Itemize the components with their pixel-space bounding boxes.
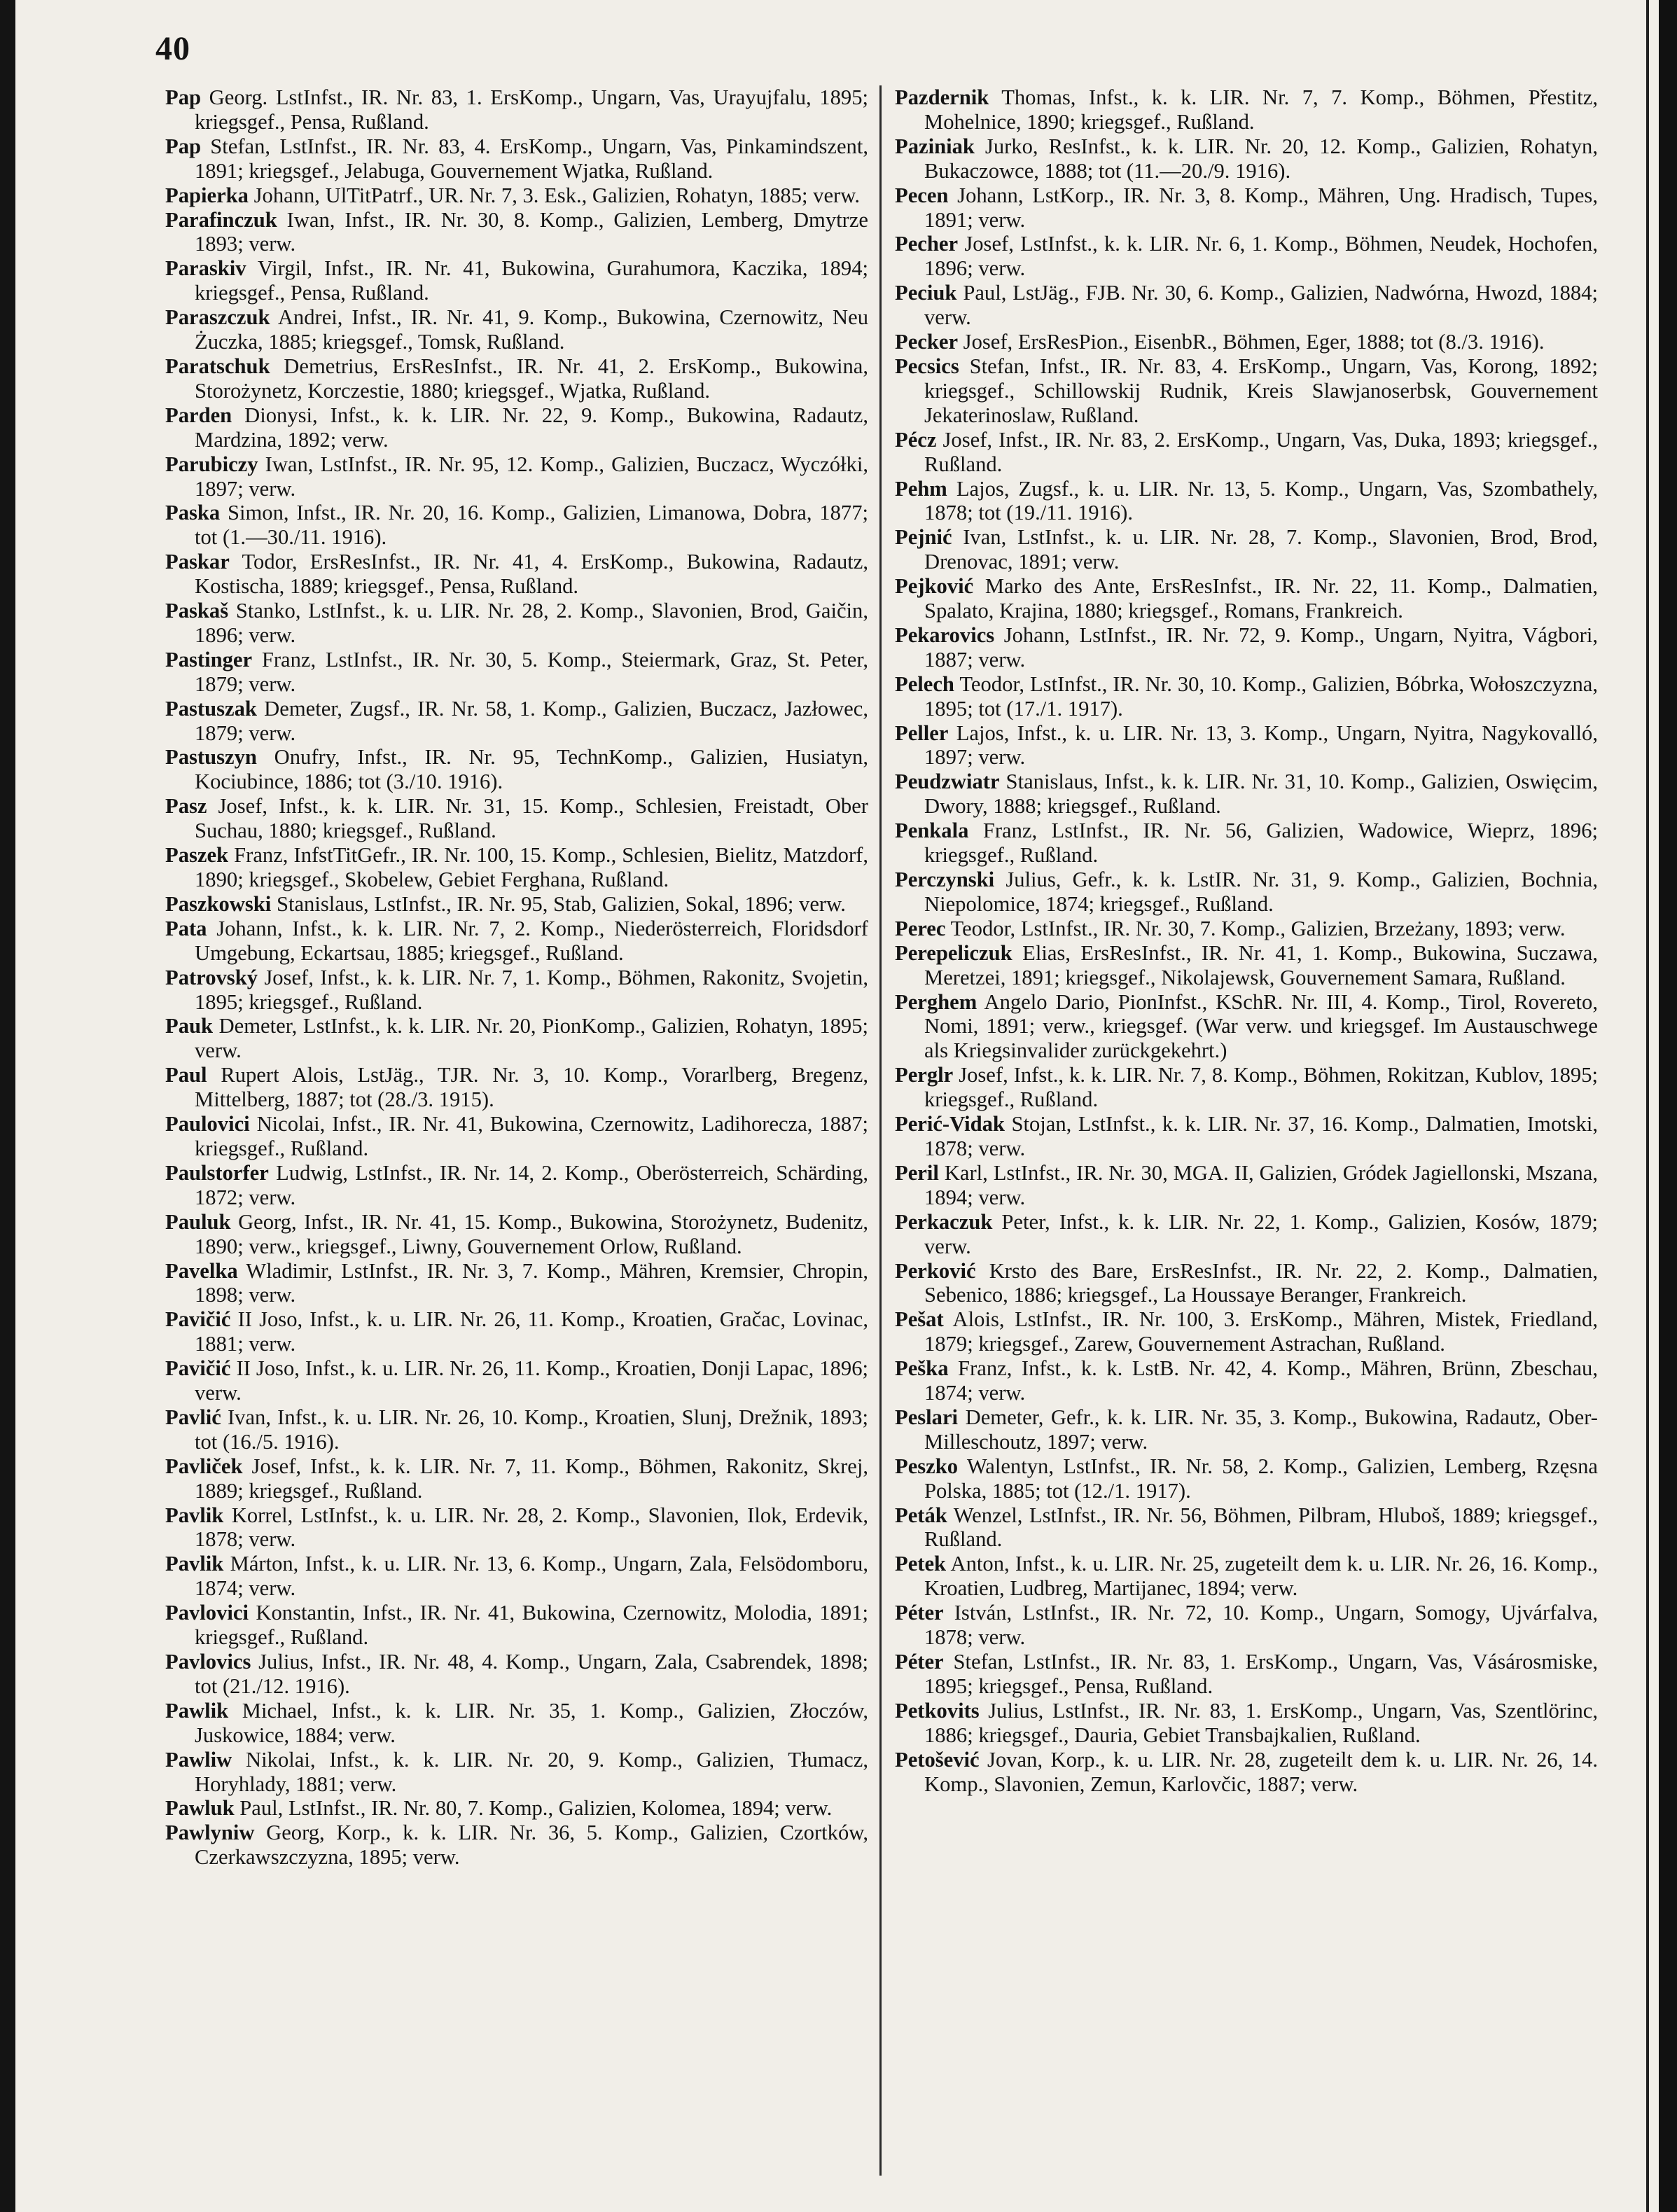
entry-details: Julius, Gefr., k. k. LstIR. Nr. 31, 9. Komp., Galizien, Bochnia, Niepolomice, 1874; kriegsgef., Rußland. bbox=[924, 868, 1598, 916]
entry-details: Lajos, Infst., k. u. LIR. Nr. 13, 3. Komp., Ungarn, Nyitra, Nagykovalló, 1897; verw. bbox=[924, 721, 1598, 770]
entry-details: Nikolai, Infst., k. k. LIR. Nr. 20, 9. Komp., Galizien, Tłumacz, Horyhlady, 1881; verw. bbox=[195, 1747, 868, 1796]
entry-surname: Pavičić bbox=[165, 1356, 231, 1381]
entry-details: Josef, Infst., k. k. LIR. Nr. 7, 8. Komp., Böhmen, Rokitzan, Kublov, 1895; kriegsgef., Rußland. bbox=[924, 1063, 1598, 1112]
roster-entry bbox=[895, 770, 1598, 819]
entry-surname: Peška bbox=[895, 1356, 949, 1381]
entry-details: Onufry, Infst., IR. Nr. 95, TechnKomp., Galizien, Husiatyn, Kociubince, 1886; tot (3./10. 1916). bbox=[195, 745, 868, 794]
roster-entry bbox=[895, 1307, 1598, 1356]
entry-details: Krsto des Bare, ErsResInfst., IR. Nr. 22, 2. Komp., Dalmatien, Sebenico, 1886; kriegsgef., La Houssaye Beranger, Frankreich. bbox=[924, 1258, 1598, 1307]
roster-entry bbox=[165, 648, 868, 697]
entry-details: Josef, Infst., k. k. LIR. Nr. 7, 11. Komp., Böhmen, Rakonitz, Skrej, 1889; kriegsgef., Rußland. bbox=[195, 1454, 868, 1503]
roster-entry bbox=[895, 1552, 1598, 1601]
entry-surname: Pelech bbox=[895, 672, 954, 696]
entry-surname: Paratschuk bbox=[165, 354, 270, 378]
entry-surname: Pauluk bbox=[165, 1209, 231, 1234]
entry-surname: Paraszczuk bbox=[165, 305, 270, 330]
roster-entry bbox=[165, 1748, 868, 1797]
entry-surname: Pazdernik bbox=[895, 85, 989, 109]
entry-details: II Joso, Infst., k. u. LIR. Nr. 26, 11. Komp., Kroatien, Donji Lapac, 1896; verw. bbox=[195, 1356, 868, 1405]
entry-surname: Perepeliczuk bbox=[895, 940, 1013, 965]
entry-surname: Pekarovics bbox=[895, 622, 995, 647]
roster-entry bbox=[895, 941, 1598, 990]
entry-surname: Pastuszyn bbox=[165, 745, 257, 770]
roster-entry bbox=[165, 403, 868, 452]
entry-details: Teodor, LstInfst., IR. Nr. 30, 10. Komp., Galizien, Bóbrka, Wołoszczyzna, 1895; tot (17./1. 1917). bbox=[924, 672, 1598, 721]
entry-surname: Pecher bbox=[895, 232, 959, 256]
entry-details: Stefan, LstInfst., IR. Nr. 83, 4. ErsKomp., Ungarn, Vas, Pinkamindszent, 1891; kriegsgef., Jelabuga, Gouvernement Wjatka, Rußland. bbox=[195, 134, 868, 183]
entry-surname: Parubiczy bbox=[165, 452, 258, 476]
roster-entry bbox=[165, 1161, 868, 1210]
entry-surname: Parden bbox=[165, 403, 232, 427]
entry-surname: Pawluk bbox=[165, 1796, 235, 1821]
entry-surname: Paraskiv bbox=[165, 256, 246, 281]
entry-details: Georg, Infst., IR. Nr. 41, 15. Komp., Bukowina, Storożynetz, Budenitz, 1890; verw., kriegsgef., Liwny, Gouvernement Orlow, Rußland. bbox=[195, 1209, 868, 1258]
entry-surname: Penkala bbox=[895, 819, 969, 843]
roster-entry bbox=[895, 330, 1598, 354]
entry-surname: Pasz bbox=[165, 794, 207, 819]
entry-surname: Pawlyniw bbox=[165, 1821, 255, 1845]
roster-entry bbox=[165, 305, 868, 354]
entry-surname: Péter bbox=[895, 1650, 944, 1674]
entry-details: Nicolai, Infst., IR. Nr. 41, Bukowina, Czernowitz, Ladihorecza, 1887; kriegsgef., Rußland. bbox=[195, 1112, 868, 1160]
roster-entry bbox=[895, 354, 1598, 428]
entry-details: Anton, Infst., k. u. LIR. Nr. 25, zugeteilt dem k. u. LIR. Nr. 26, 16. Komp., Kroatien, Ludbreg, Martijanec, 1894; verw. bbox=[924, 1552, 1598, 1601]
entry-surname: Perec bbox=[895, 916, 946, 940]
entry-details: Simon, Infst., IR. Nr. 20, 16. Komp., Galizien, Limanowa, Dobra, 1877; tot (1.—30./11. 1916). bbox=[195, 501, 868, 550]
entry-details: Ivan, LstInfst., k. u. LIR. Nr. 28, 7. Komp., Slavonien, Brod, Brod, Drenovac, 1891; verw. bbox=[924, 525, 1598, 574]
entry-surname: Peril bbox=[895, 1160, 939, 1185]
entry-surname: Pawlik bbox=[165, 1698, 229, 1723]
roster-entry bbox=[165, 1796, 868, 1821]
roster-entry bbox=[165, 256, 868, 305]
entry-details: Demeter, LstInfst., k. k. LIR. Nr. 20, PionKomp., Galizien, Rohatyn, 1895; verw. bbox=[195, 1014, 868, 1063]
roster-entry bbox=[165, 1405, 868, 1454]
entry-details: Josef, Infst., IR. Nr. 83, 2. ErsKomp., Ungarn, Vas, Duka, 1893; kriegsgef., Rußland. bbox=[924, 427, 1598, 476]
entry-details: Thomas, Infst., k. k. LIR. Nr. 7, 7. Komp., Böhmen, Přestitz, Mohelnice, 1890; kriegsgef., Rußland. bbox=[924, 85, 1598, 134]
roster-entry bbox=[895, 183, 1598, 232]
roster-entry bbox=[165, 183, 868, 208]
roster-entry bbox=[165, 1356, 868, 1405]
entry-details: Iwan, LstInfst., IR. Nr. 95, 12. Komp., Galizien, Buczacz, Wyczółki, 1897; verw. bbox=[195, 452, 868, 501]
entry-details: Teodor, LstInfst., IR. Nr. 30, 7. Komp., Galizien, Brzeżany, 1893; verw. bbox=[945, 916, 1566, 940]
entry-details: Rupert Alois, LstJäg., TJR. Nr. 3, 10. Komp., Vorarlberg, Bregenz, Mittelberg, 1887; tot (28./3. 1915). bbox=[195, 1063, 868, 1112]
roster-entry bbox=[165, 697, 868, 746]
roster-entry bbox=[895, 623, 1598, 672]
entry-surname: Perić-Vidak bbox=[895, 1112, 1005, 1136]
entry-surname: Pavlik bbox=[165, 1503, 224, 1527]
entry-surname: Pastinger bbox=[165, 647, 253, 672]
roster-entry bbox=[895, 477, 1598, 526]
entry-details: István, LstInfst., IR. Nr. 72, 10. Komp., Ungarn, Somogy, Ujvárfalva, 1878; verw. bbox=[924, 1601, 1598, 1650]
entry-surname: Petošević bbox=[895, 1747, 980, 1772]
entry-details: Jovan, Korp., k. u. LIR. Nr. 28, zugeteilt dem k. u. LIR. Nr. 26, 14. Komp., Slavonien, Zemun, Karlovčic, 1887; verw. bbox=[924, 1747, 1598, 1796]
entry-surname: Pavlik bbox=[165, 1552, 224, 1576]
entry-surname: Perković bbox=[895, 1258, 976, 1283]
roster-entry bbox=[165, 1014, 868, 1063]
entry-surname: Paziniak bbox=[895, 134, 975, 158]
roster-entry bbox=[165, 599, 868, 648]
right-column bbox=[895, 85, 1598, 1796]
entry-surname: Paskar bbox=[165, 550, 230, 574]
entry-surname: Pavliček bbox=[165, 1454, 243, 1478]
entry-details: Wladimir, LstInfst., IR. Nr. 3, 7. Komp., Mähren, Kremsier, Chropin, 1898; verw. bbox=[195, 1258, 868, 1307]
entry-details: Marko des Ante, ErsResInfst., IR. Nr. 22, 11. Komp., Dalmatien, Spalato, Krajina, 1880; kriegsgef., Romans, Frankreich. bbox=[924, 574, 1598, 623]
roster-entry bbox=[895, 1503, 1598, 1552]
roster-entry bbox=[895, 1748, 1598, 1797]
entry-surname: Paszkowski bbox=[165, 891, 272, 916]
entry-details: Josef, ErsResPion., EisenbR., Böhmen, Eger, 1888; tot (8./3. 1916). bbox=[958, 330, 1545, 354]
entry-surname: Pap bbox=[165, 85, 201, 109]
roster-entry bbox=[895, 917, 1598, 941]
roster-entry bbox=[895, 868, 1598, 917]
entry-surname: Perglr bbox=[895, 1063, 954, 1087]
entry-details: Georg, Korp., k. k. LIR. Nr. 36, 5. Komp., Galizien, Czortków, Czerkawszczyzna, 1895; verw. bbox=[195, 1821, 868, 1870]
roster-entry bbox=[895, 1259, 1598, 1308]
entry-details: Stanislaus, Infst., k. k. LIR. Nr. 31, 10. Komp., Galizien, Oswięcim, Dwory, 1888; kriegsgef., Rußland. bbox=[924, 770, 1598, 819]
roster-entry bbox=[165, 1307, 868, 1356]
entry-surname: Paulovici bbox=[165, 1112, 250, 1136]
roster-entry bbox=[895, 1161, 1598, 1210]
entry-surname: Paszek bbox=[165, 843, 229, 868]
roster-entry bbox=[165, 1503, 868, 1552]
entry-surname: Pejković bbox=[895, 574, 974, 599]
roster-entry bbox=[895, 1112, 1598, 1161]
entry-details: Demeter, Gefr., k. k. LIR. Nr. 35, 3. Komp., Bukowina, Radautz, Ober-Milleschoutz, 1897; verw. bbox=[924, 1405, 1598, 1454]
entry-details: Lajos, Zugsf., k. u. LIR. Nr. 13, 5. Komp., Ungarn, Vas, Szombathely, 1878; tot (19./11. 1916). bbox=[924, 476, 1598, 525]
entry-details: Julius, LstInfst., IR. Nr. 83, 1. ErsKomp., Ungarn, Vas, Szentlörinc, 1886; kriegsgef., Dauria, Gebiet Transbajkalien, Rußland. bbox=[924, 1698, 1598, 1747]
entry-surname: Pecsics bbox=[895, 354, 959, 378]
roster-entry bbox=[165, 1552, 868, 1601]
entry-details: Stanislaus, LstInfst., IR. Nr. 95, Stab, Galizien, Sokal, 1896; verw. bbox=[271, 891, 846, 916]
entry-details: Stefan, Infst., IR. Nr. 83, 4. ErsKomp., Ungarn, Vas, Korong, 1892; kriegsgef., Schillowskij Rudnik, Kreis Slawjanoserbsk, Gouvernement Jekaterinoslaw, Rußland. bbox=[924, 354, 1598, 427]
roster-entry bbox=[165, 452, 868, 501]
roster-entry bbox=[895, 1063, 1598, 1112]
roster-entry bbox=[895, 134, 1598, 183]
entry-surname: Pap bbox=[165, 134, 201, 158]
entry-surname: Pavlovici bbox=[165, 1601, 249, 1625]
roster-entry bbox=[895, 525, 1598, 574]
entry-details: Iwan, Infst., IR. Nr. 30, 8. Komp., Galizien, Lemberg, Dmytrze 1893; verw. bbox=[195, 207, 868, 256]
entry-details: Franz, Infst., k. k. LstB. Nr. 42, 4. Komp., Mähren, Brünn, Zbeschau, 1874; verw. bbox=[924, 1356, 1598, 1405]
entry-details: Ivan, Infst., k. u. LIR. Nr. 26, 10. Komp., Kroatien, Slunj, Drežnik, 1893; tot (16./5. 1916). bbox=[195, 1405, 868, 1454]
entry-details: Michael, Infst., k. k. LIR. Nr. 35, 1. Komp., Galizien, Złoczów, Juskowice, 1884; verw. bbox=[195, 1698, 868, 1747]
entry-surname: Peslari bbox=[895, 1405, 959, 1429]
roster-entry bbox=[165, 892, 868, 917]
entry-surname: Paul bbox=[165, 1063, 207, 1087]
entry-details: Julius, Infst., IR. Nr. 48, 4. Komp., Ungarn, Zala, Csabrendek, 1898; tot (21./12. 1916). bbox=[195, 1650, 868, 1698]
roster-entry bbox=[165, 1063, 868, 1112]
entry-surname: Petek bbox=[895, 1552, 947, 1576]
entry-details: Stojan, LstInfst., k. k. LIR. Nr. 37, 16. Komp., Dalmatien, Imotski, 1878; verw. bbox=[924, 1112, 1598, 1160]
entry-details: Ludwig, LstInfst., IR. Nr. 14, 2. Komp., Oberösterreich, Schärding, 1872; verw. bbox=[195, 1160, 868, 1209]
entry-surname: Perczynski bbox=[895, 868, 995, 891]
entry-details: Franz, LstInfst., IR. Nr. 56, Galizien, Wadowice, Wieprz, 1896; kriegsgef., Rußland. bbox=[924, 819, 1598, 868]
roster-entry bbox=[895, 1454, 1598, 1503]
roster-entry bbox=[895, 85, 1598, 134]
entry-surname: Pawliw bbox=[165, 1747, 232, 1772]
roster-entry bbox=[165, 134, 868, 183]
entry-details: Todor, ErsResInfst., IR. Nr. 41, 4. ErsKomp., Bukowina, Radautz, Kostischa, 1889; kriegsgef., Pensa, Rußland. bbox=[195, 550, 868, 599]
entry-details: Johann, LstInfst., IR. Nr. 72, 9. Komp., Ungarn, Nyitra, Vágbori, 1887; verw. bbox=[924, 622, 1598, 672]
entry-surname: Parafinczuk bbox=[165, 207, 277, 232]
entry-surname: Petkovits bbox=[895, 1698, 980, 1723]
roster-entry bbox=[165, 966, 868, 1015]
entry-details: Angelo Dario, PionInfst., KSchR. Nr. III, 4. Komp., Tirol, Rovereto, Nomi, 1891; verw., kriegsgef. (War verw. und kriegsgef. Im Austauschwege als Kriegsinvalider zurückgekehrt.) bbox=[924, 989, 1598, 1063]
entry-surname: Patrovský bbox=[165, 965, 258, 989]
roster-entry bbox=[895, 1699, 1598, 1748]
entry-surname: Pejnić bbox=[895, 525, 952, 550]
entry-surname: Paulstorfer bbox=[165, 1160, 269, 1185]
roster-entry bbox=[165, 1650, 868, 1699]
entry-details: Peter, Infst., k. k. LIR. Nr. 22, 1. Komp., Galizien, Kosów, 1879; verw. bbox=[924, 1209, 1598, 1258]
roster-entry bbox=[895, 990, 1598, 1064]
roster-entry bbox=[165, 1454, 868, 1503]
roster-entry bbox=[165, 1210, 868, 1259]
roster-entry bbox=[165, 208, 868, 257]
entry-surname: Pavlić bbox=[165, 1405, 221, 1429]
entry-surname: Pastuszak bbox=[165, 696, 257, 721]
entry-surname: Pecen bbox=[895, 183, 949, 207]
entry-surname: Pata bbox=[165, 916, 207, 940]
entry-details: Johann, Infst., k. k. LIR. Nr. 7, 2. Komp., Niederösterreich, Floridsdorf Umgebung, Eckartsau, 1885; kriegsgef., Rußland. bbox=[195, 916, 868, 965]
entry-surname: Pauk bbox=[165, 1014, 214, 1038]
entry-surname: Pécz bbox=[895, 427, 937, 452]
entry-details: Karl, LstInfst., IR. Nr. 30, MGA. II, Galizien, Gródek Jagiellonski, Mszana, 1894; verw. bbox=[924, 1160, 1598, 1209]
roster-entry bbox=[165, 1601, 868, 1650]
column-divider bbox=[879, 85, 882, 2176]
entry-surname: Peciuk bbox=[895, 281, 957, 305]
roster-entry bbox=[165, 354, 868, 403]
roster-entry bbox=[165, 1699, 868, 1748]
roster-entry bbox=[895, 574, 1598, 623]
entry-surname: Pavelka bbox=[165, 1258, 238, 1283]
entry-surname: Péter bbox=[895, 1601, 944, 1625]
entry-details: Márton, Infst., k. u. LIR. Nr. 13, 6. Komp., Ungarn, Zala, Felsödomboru, 1874; verw. bbox=[195, 1552, 868, 1601]
entry-surname: Peller bbox=[895, 721, 949, 745]
entry-details: Franz, InfstTitGefr., IR. Nr. 100, 15. Komp., Schlesien, Bielitz, Matzdorf, 1890; kriegsgef., Skobelew, Gebiet Ferghana, Rußland. bbox=[195, 843, 868, 891]
roster-entry bbox=[165, 843, 868, 892]
roster-entry bbox=[165, 501, 868, 550]
entry-details: Johann, UlTitPatrf., UR. Nr. 7, 3. Esk., Galizien, Rohatyn, 1885; verw. bbox=[248, 183, 860, 207]
entry-surname: Pehm bbox=[895, 476, 947, 501]
entry-details: Josef, Infst., k. k. LIR. Nr. 31, 15. Komp., Schlesien, Freistadt, Ober Suchau, 1880; kriegsgef., Rußland. bbox=[195, 794, 868, 843]
roster-entry bbox=[895, 1650, 1598, 1699]
roster-entry bbox=[165, 1112, 868, 1161]
entry-surname: Peták bbox=[895, 1503, 947, 1527]
entry-details: Demeter, Zugsf., IR. Nr. 58, 1. Komp., Galizien, Buczacz, Jazłowec, 1879; verw. bbox=[195, 696, 868, 745]
roster-entry bbox=[895, 721, 1598, 770]
roster-entry bbox=[165, 794, 868, 843]
entry-details: Dionysi, Infst., k. k. LIR. Nr. 22, 9. Komp., Bukowina, Radautz, Mardzina, 1892; verw. bbox=[195, 403, 868, 452]
roster-entry bbox=[895, 428, 1598, 477]
entry-details: Alois, LstInfst., IR. Nr. 100, 3. ErsKomp., Mähren, Mistek, Friedland, 1879; kriegsgef., Zarew, Gouvernement Astrachan, Rußland. bbox=[924, 1307, 1598, 1356]
roster-entry bbox=[165, 1821, 868, 1870]
roster-entry bbox=[165, 85, 868, 134]
entry-surname: Paskaš bbox=[165, 599, 229, 623]
entry-details: Georg. LstInfst., IR. Nr. 83, 1. ErsKomp., Ungarn, Vas, Urayujfalu, 1895; kriegsgef., Pensa, Rußland. bbox=[195, 85, 868, 134]
entry-details: Konstantin, Infst., IR. Nr. 41, Bukowina, Czernowitz, Molodia, 1891; kriegsgef., Rußland. bbox=[195, 1601, 868, 1650]
entry-surname: Peudzwiatr bbox=[895, 770, 1000, 794]
entry-details: Johann, LstKorp., IR. Nr. 3, 8. Komp., Mähren, Ung. Hradisch, Tupes, 1891; verw. bbox=[924, 183, 1598, 232]
page-number: 40 bbox=[155, 30, 190, 67]
entry-details: Virgil, Infst., IR. Nr. 41, Bukowina, Gurahumora, Kaczika, 1894; kriegsgef., Pensa, Rußland. bbox=[195, 256, 868, 305]
entry-details: Stanko, LstInfst., k. u. LIR. Nr. 28, 2. Komp., Slavonien, Brod, Gaičin, 1896; verw. bbox=[195, 599, 868, 647]
entry-details: Demetrius, ErsResInfst., IR. Nr. 41, 2. ErsKomp., Bukowina, Storożynetz, Korczestie, 1880; kriegsgef., Wjatka, Rußland. bbox=[195, 354, 868, 403]
entry-details: Korrel, LstInfst., k. u. LIR. Nr. 28, 2. Komp., Slavonien, Ilok, Erdevik, 1878; verw. bbox=[195, 1503, 868, 1552]
entry-details: Andrei, Infst., IR. Nr. 41, 9. Komp., Bukowina, Czernowitz, Neu Żuczka, 1885; kriegsgef., Tomsk, Rußland. bbox=[195, 305, 868, 354]
entry-details: Walentyn, LstInfst., IR. Nr. 58, 2. Komp., Galizien, Lemberg, Rzęsna Polska, 1885; tot (12./1. 1917). bbox=[924, 1454, 1598, 1503]
entry-details: II Joso, Infst., k. u. LIR. Nr. 26, 11. Komp., Kroatien, Gračac, Lovinac, 1881; verw. bbox=[195, 1307, 868, 1356]
scan-edge-line bbox=[1646, 0, 1649, 2212]
roster-entry bbox=[895, 672, 1598, 721]
entry-details: Paul, LstJäg., FJB. Nr. 30, 6. Komp., Galizien, Nadwórna, Hwozd, 1884; verw. bbox=[924, 281, 1598, 330]
entry-details: Paul, LstInfst., IR. Nr. 80, 7. Komp., Galizien, Kolomea, 1894; verw. bbox=[234, 1796, 833, 1821]
left-column bbox=[165, 85, 868, 1870]
roster-entry bbox=[895, 1356, 1598, 1405]
roster-entry bbox=[165, 1259, 868, 1308]
entry-surname: Perghem bbox=[895, 989, 977, 1014]
entry-surname: Pavičić bbox=[165, 1307, 231, 1332]
roster-entry bbox=[165, 917, 868, 966]
entry-surname: Perkaczuk bbox=[895, 1209, 993, 1234]
roster-entry bbox=[895, 819, 1598, 868]
entry-surname: Papierka bbox=[165, 183, 249, 207]
entry-surname: Pecker bbox=[895, 330, 959, 354]
roster-entry bbox=[895, 1405, 1598, 1454]
entry-details: Stefan, LstInfst., IR. Nr. 83, 1. ErsKomp., Ungarn, Vas, Vásárosmiske, 1895; kriegsgef., Pensa, Rußland. bbox=[924, 1650, 1598, 1698]
roster-entry bbox=[165, 550, 868, 599]
entry-surname: Paska bbox=[165, 501, 221, 525]
roster-entry bbox=[165, 745, 868, 794]
entry-details: Josef, Infst., k. k. LIR. Nr. 7, 1. Komp., Böhmen, Rakonitz, Svojetin, 1895; kriegsgef., Rußland. bbox=[195, 965, 868, 1014]
entry-surname: Pešat bbox=[895, 1307, 944, 1332]
entry-surname: Peszko bbox=[895, 1454, 959, 1478]
scan-edge-right bbox=[1659, 0, 1677, 2212]
entry-surname: Pavlovics bbox=[165, 1650, 251, 1674]
entry-details: Josef, LstInfst., k. k. LIR. Nr. 6, 1. Komp., Böhmen, Neudek, Hochofen, 1896; verw. bbox=[924, 232, 1598, 281]
entry-details: Franz, LstInfst., IR. Nr. 30, 5. Komp., Steiermark, Graz, St. Peter, 1879; verw. bbox=[195, 647, 868, 696]
scan-edge-left bbox=[0, 0, 15, 2212]
roster-entry bbox=[895, 1210, 1598, 1259]
roster-entry bbox=[895, 1601, 1598, 1650]
entry-details: Wenzel, LstInfst., IR. Nr. 56, Böhmen, Pilbram, Hluboš, 1889; kriegsgef., Rußland. bbox=[924, 1503, 1598, 1552]
roster-entry bbox=[895, 281, 1598, 330]
entry-details: Jurko, ResInfst., k. k. LIR. Nr. 20, 12. Komp., Galizien, Rohatyn, Bukaczowce, 1888; tot (11.—20./9. 1916). bbox=[924, 134, 1598, 183]
entry-details: Elias, ErsResInfst., IR. Nr. 41, 1. Komp., Bukowina, Suczawa, Meretzei, 1891; kriegsgef., Nikolajewsk, Gouvernement Samara, Rußland. bbox=[924, 940, 1598, 989]
roster-entry bbox=[895, 232, 1598, 281]
